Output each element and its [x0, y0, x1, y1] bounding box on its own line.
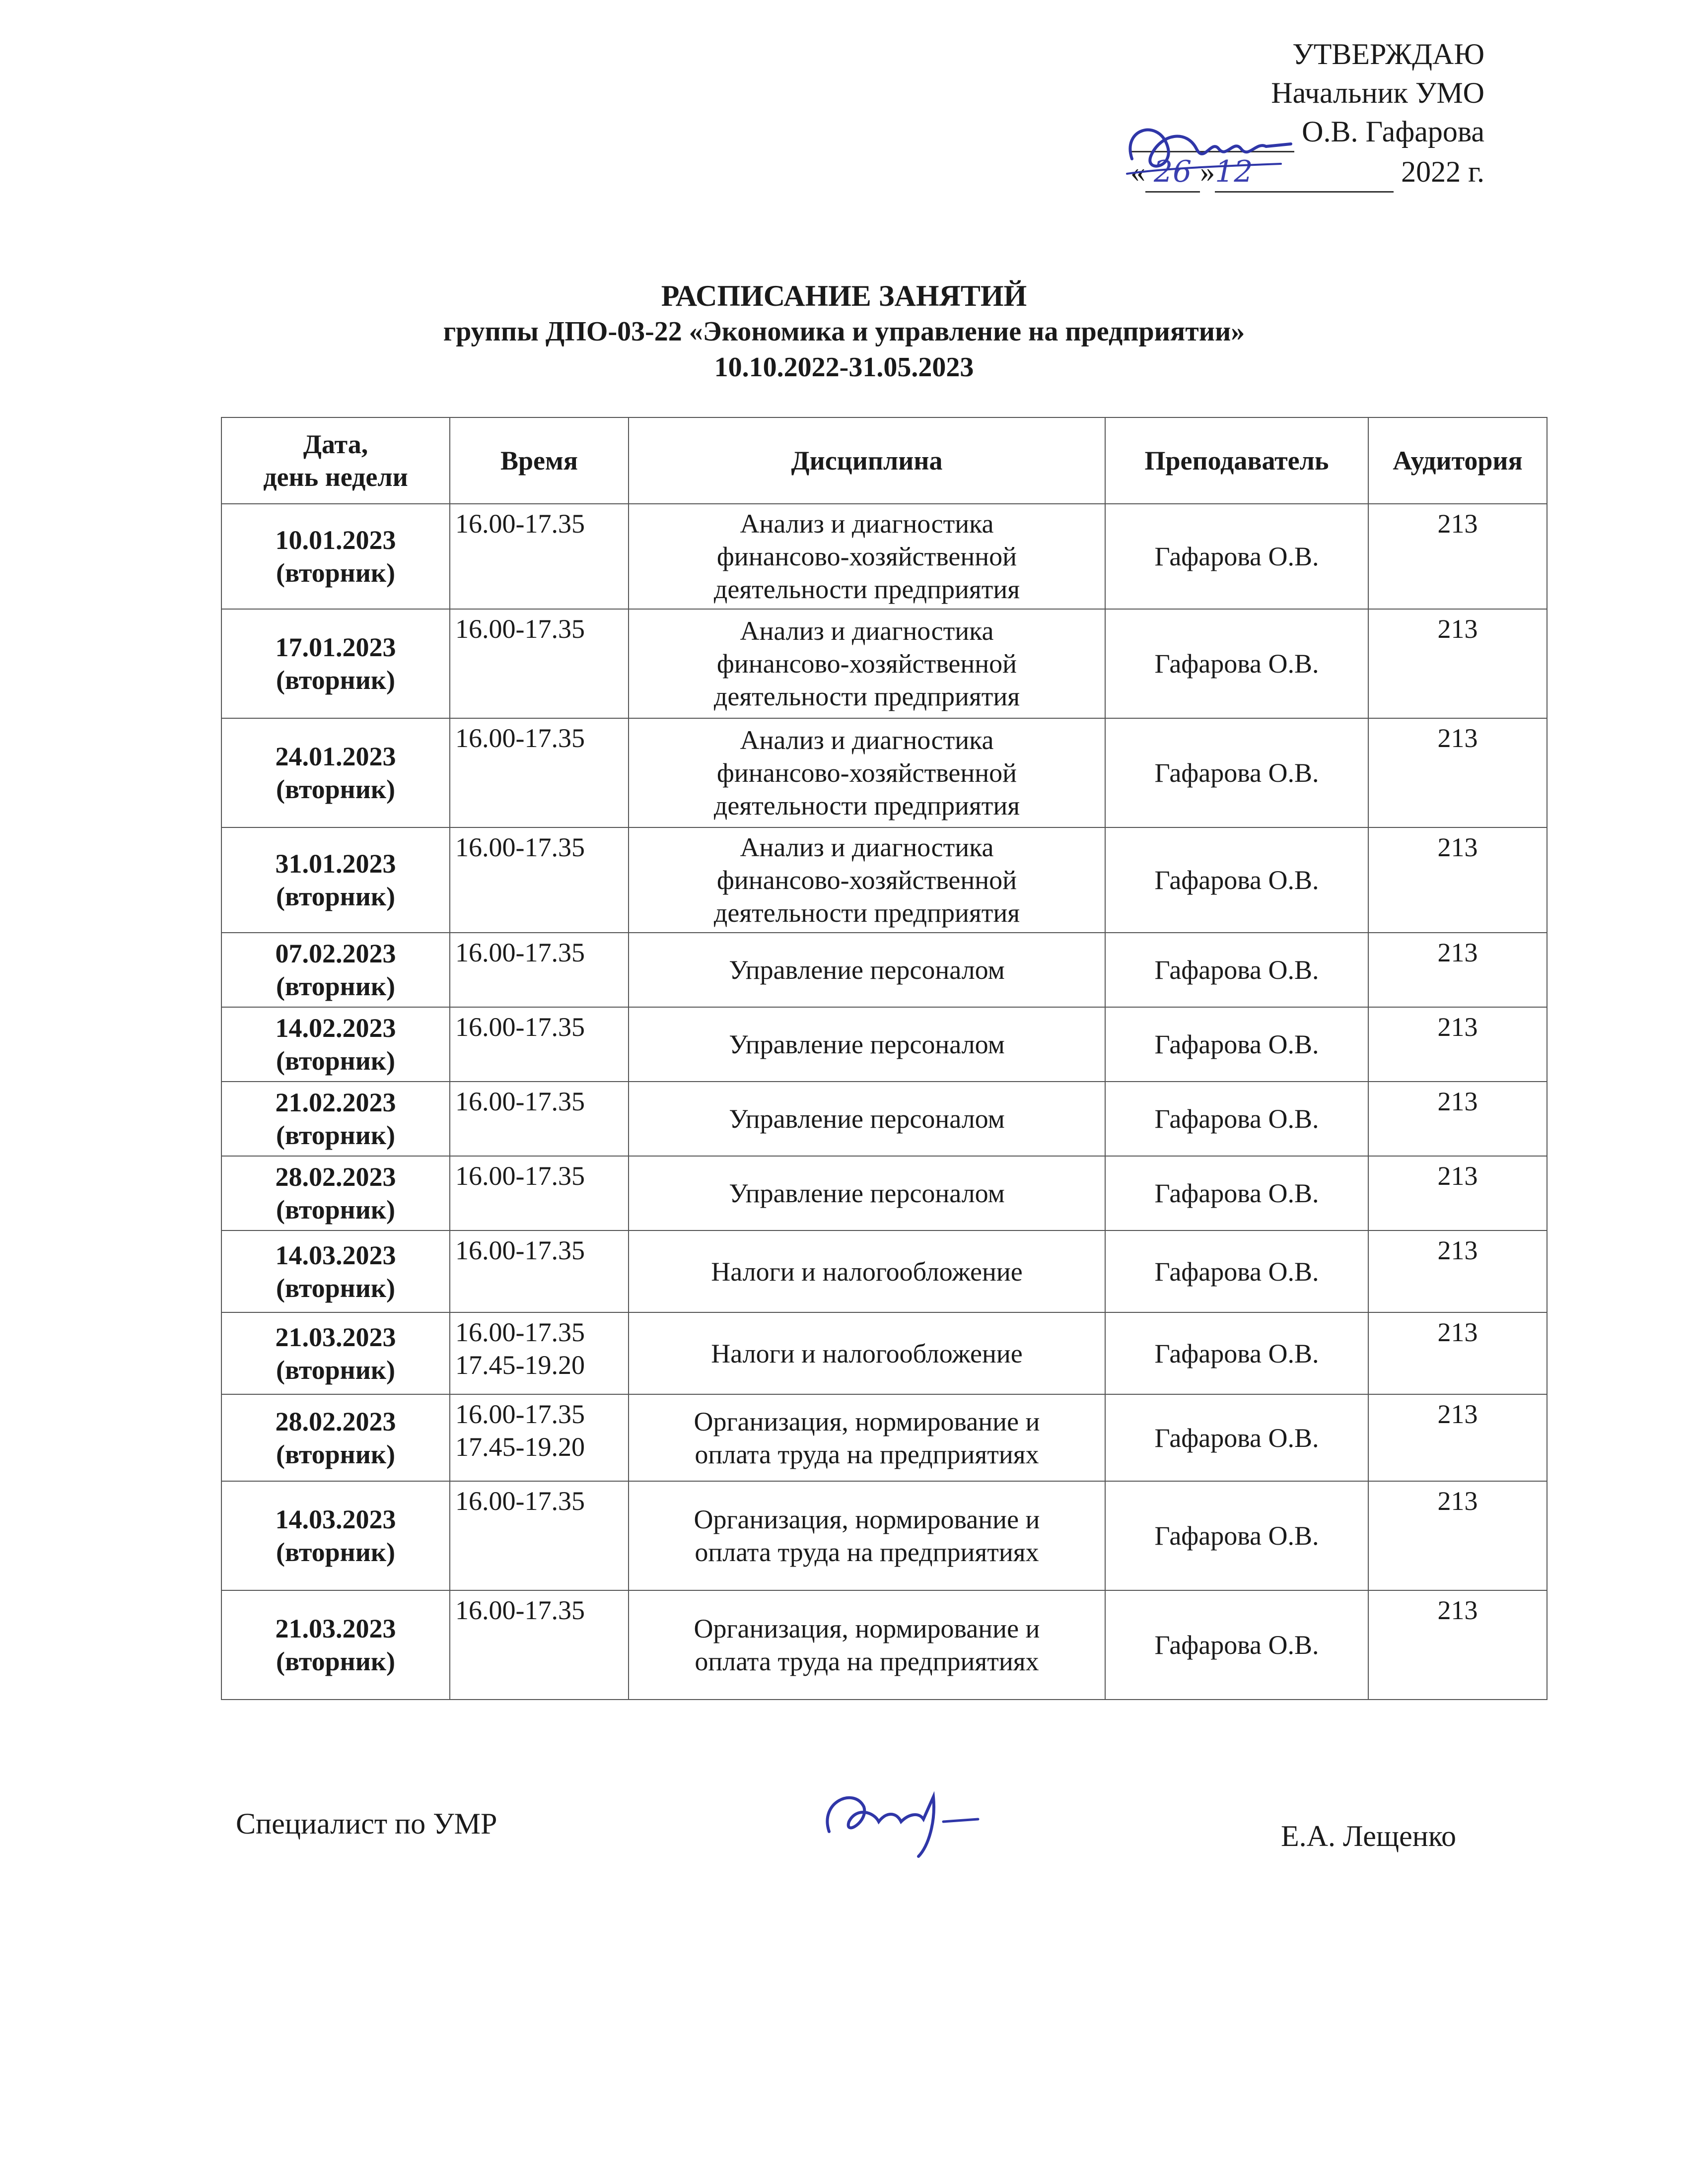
cell-time: 16.00-17.35 [450, 504, 629, 609]
cell-date: 14.02.2023 (вторник) [221, 1007, 450, 1082]
header-discipline: Дисциплина [629, 417, 1105, 504]
cell-discipline: Анализ и диагностика финансово-хозяйственной деятельности предприятия [629, 504, 1105, 609]
cell-time: 16.00-17.35 [450, 827, 629, 933]
cell-room: 213 [1368, 1230, 1547, 1312]
cell-room: 213 [1368, 718, 1547, 827]
approval-position: Начальник УМО [1271, 76, 1484, 109]
header-time: Время [450, 417, 629, 504]
table-row [221, 1230, 1547, 1312]
cell-time: 16.00-17.35 [450, 718, 629, 827]
cell-room: 213 [1368, 827, 1547, 933]
cell-room: 213 [1368, 1082, 1547, 1156]
cell-time: 16.00-17.35 [450, 1590, 629, 1700]
table-row [221, 1156, 1547, 1230]
table-row [221, 718, 1547, 827]
table-row [221, 1394, 1547, 1481]
header-date: Дата, день недели [221, 417, 450, 504]
cell-room: 213 [1368, 1007, 1547, 1082]
cell-teacher: Гафарова О.В. [1105, 1082, 1368, 1156]
cell-room: 213 [1368, 1312, 1547, 1394]
specialist-signature-icon [799, 1767, 1008, 1866]
approval-date-day: 26 [1145, 152, 1200, 193]
cell-date: 10.01.2023 (вторник) [221, 504, 450, 609]
table-row [221, 504, 1547, 609]
cell-date: 14.03.2023 (вторник) [221, 1481, 450, 1590]
cell-time: 16.00-17.35 [450, 609, 629, 718]
cell-discipline: Налоги и налогообложение [629, 1312, 1105, 1394]
cell-date: 31.01.2023 (вторник) [221, 827, 450, 933]
table-row [221, 1481, 1547, 1590]
cell-time: 16.00-17.35 17.45-19.20 [450, 1394, 629, 1481]
document-title [0, 278, 1688, 385]
cell-room: 213 [1368, 1590, 1547, 1700]
cell-discipline: Управление персоналом [629, 1007, 1105, 1082]
cell-teacher: Гафарова О.В. [1105, 933, 1368, 1007]
cell-time: 16.00-17.35 [450, 1082, 629, 1156]
cell-teacher: Гафарова О.В. [1105, 1481, 1368, 1590]
cell-time: 16.00-17.35 [450, 1007, 629, 1082]
cell-teacher: Гафарова О.В. [1105, 1156, 1368, 1230]
cell-discipline: Анализ и диагностика финансово-хозяйственной деятельности предприятия [629, 609, 1105, 718]
cell-discipline: Организация, нормирование и оплата труда на предприятиях [629, 1481, 1105, 1590]
cell-time: 16.00-17.35 [450, 1481, 629, 1590]
cell-discipline: Анализ и диагностика финансово-хозяйственной деятельности предприятия [629, 718, 1105, 827]
cell-date: 21.02.2023 (вторник) [221, 1082, 450, 1156]
cell-date: 14.03.2023 (вторник) [221, 1230, 450, 1312]
cell-room: 213 [1368, 504, 1547, 609]
cell-date: 28.02.2023 (вторник) [221, 1394, 450, 1481]
table-row [221, 827, 1547, 933]
cell-date: 24.01.2023 (вторник) [221, 718, 450, 827]
cell-date: 07.02.2023 (вторник) [221, 933, 450, 1007]
table-row [221, 933, 1547, 1007]
cell-teacher: Гафарова О.В. [1105, 718, 1368, 827]
footer-name: Е.А. Лещенко [1281, 1820, 1456, 1852]
cell-time: 16.00-17.35 [450, 1230, 629, 1312]
cell-room: 213 [1368, 933, 1547, 1007]
footer-position: Специалист по УМР [236, 1807, 497, 1840]
cell-room: 213 [1368, 1481, 1547, 1590]
cell-discipline: Налоги и налогообложение [629, 1230, 1105, 1312]
cell-time: 16.00-17.35 17.45-19.20 [450, 1312, 629, 1394]
cell-teacher: Гафарова О.В. [1105, 1590, 1368, 1700]
approval-date: « 26 »12 2022 г. [1130, 152, 1484, 193]
title-line1: РАСПИСАНИЕ ЗАНЯТИЙ [661, 279, 1027, 312]
cell-discipline: Управление персоналом [629, 1156, 1105, 1230]
table-row [221, 1312, 1547, 1394]
cell-teacher: Гафарова О.В. [1105, 827, 1368, 933]
cell-date: 21.03.2023 (вторник) [221, 1312, 450, 1394]
cell-time: 16.00-17.35 [450, 1156, 629, 1230]
approval-name: О.В. Гафарова [1302, 115, 1484, 148]
table-row [221, 1007, 1547, 1082]
cell-date: 28.02.2023 (вторник) [221, 1156, 450, 1230]
cell-teacher: Гафарова О.В. [1105, 1312, 1368, 1394]
title-line3: 10.10.2022-31.05.2023 [714, 352, 974, 383]
cell-discipline: Организация, нормирование и оплата труда на предприятиях [629, 1394, 1105, 1481]
approval-date-month: 12 [1215, 152, 1394, 193]
cell-discipline: Управление персоналом [629, 1082, 1105, 1156]
cell-time: 16.00-17.35 [450, 933, 629, 1007]
header-room: Аудитория [1368, 417, 1547, 504]
cell-teacher: Гафарова О.В. [1105, 1230, 1368, 1312]
schedule-table [221, 417, 1547, 1700]
title-line2: группы ДПО-03-22 «Экономика и управление на предприятии» [443, 316, 1245, 347]
approval-signature-icon [1112, 99, 1301, 199]
approval-date-year: 2022 г. [1401, 155, 1484, 188]
cell-room: 213 [1368, 609, 1547, 718]
cell-teacher: Гафарова О.В. [1105, 1007, 1368, 1082]
cell-teacher: Гафарова О.В. [1105, 504, 1368, 609]
cell-date: 17.01.2023 (вторник) [221, 609, 450, 718]
table-row [221, 1590, 1547, 1700]
cell-teacher: Гафарова О.В. [1105, 1394, 1368, 1481]
table-header-row [221, 417, 1547, 504]
cell-teacher: Гафарова О.В. [1105, 609, 1368, 718]
cell-discipline: Организация, нормирование и оплата труда на предприятиях [629, 1590, 1105, 1700]
cell-date: 21.03.2023 (вторник) [221, 1590, 450, 1700]
header-teacher: Преподаватель [1105, 417, 1368, 504]
table-row [221, 1082, 1547, 1156]
approval-title: УТВЕРЖДАЮ [1292, 38, 1484, 70]
cell-discipline: Управление персоналом [629, 933, 1105, 1007]
table-row [221, 609, 1547, 718]
cell-discipline: Анализ и диагностика финансово-хозяйственной деятельности предприятия [629, 827, 1105, 933]
cell-room: 213 [1368, 1156, 1547, 1230]
cell-room: 213 [1368, 1394, 1547, 1481]
